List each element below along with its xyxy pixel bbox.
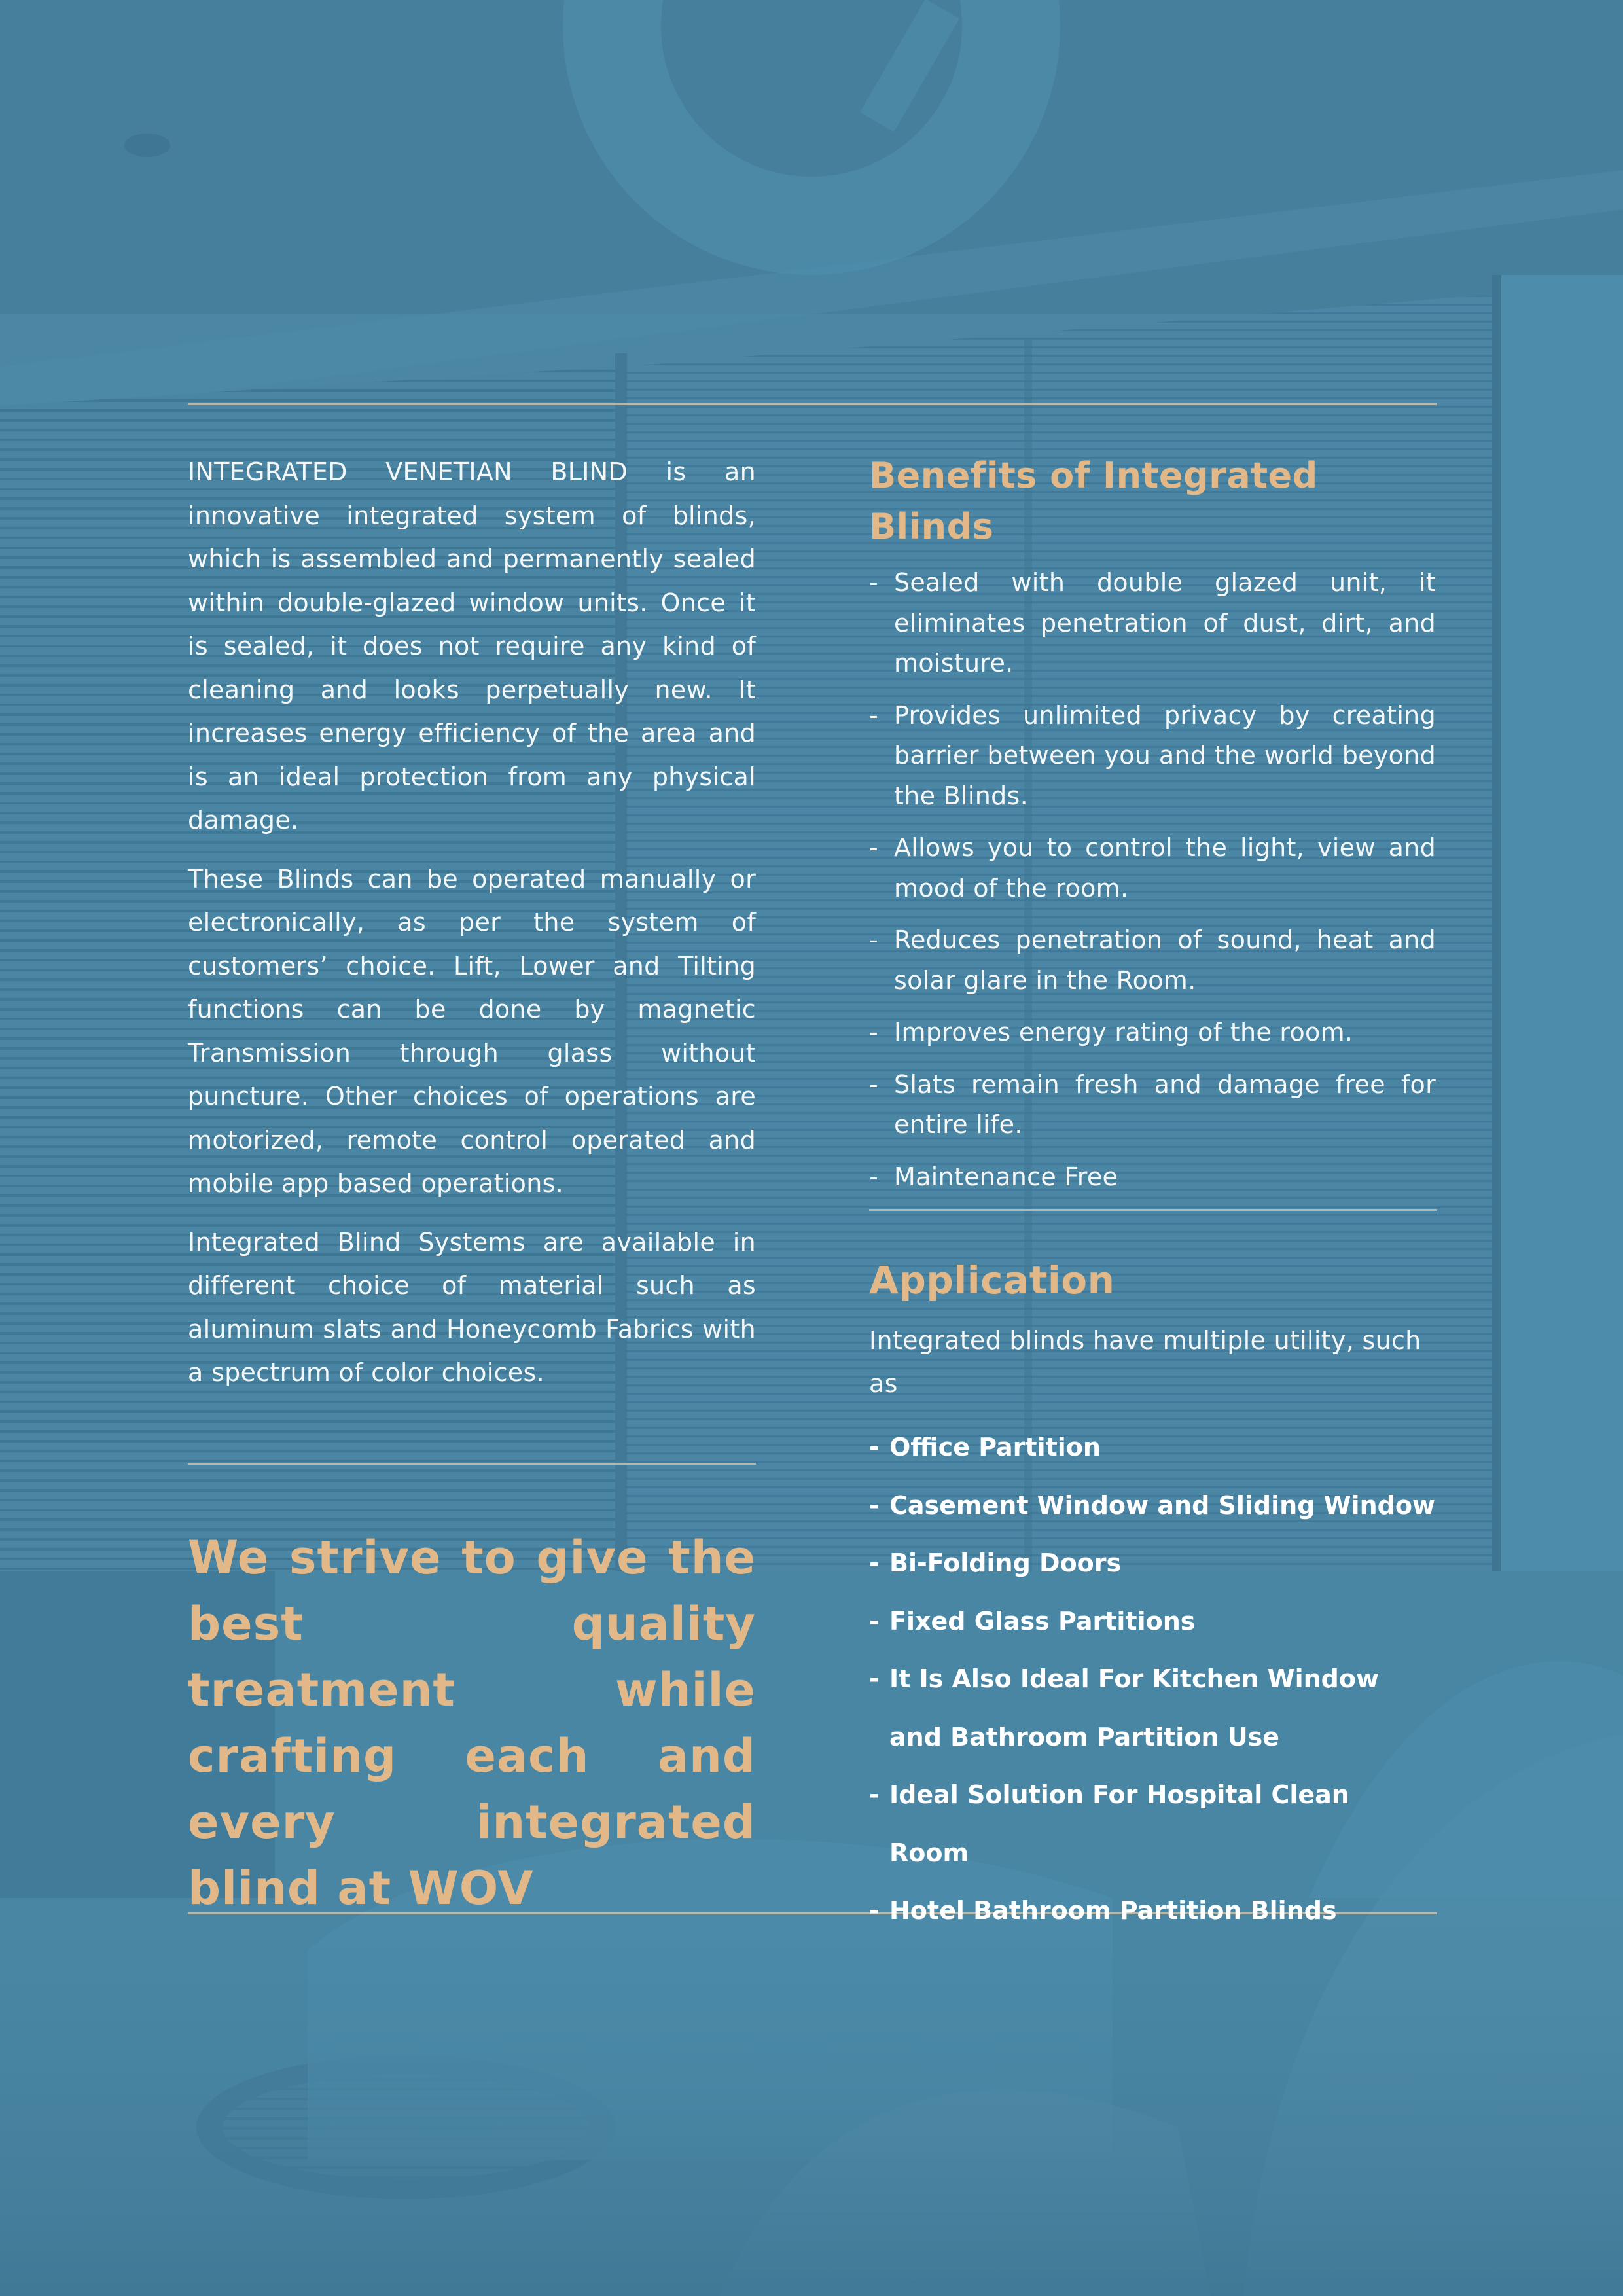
- benefit-text: Provides unlimited privacy by creating barrier between you and the world beyond the Blinds.: [894, 700, 1436, 810]
- bullet-dash: -: [869, 1069, 879, 1099]
- right-section-divider: [869, 1209, 1437, 1211]
- application-item: [869, 1418, 1436, 1477]
- bullet-dash: -: [869, 1780, 880, 1809]
- benefit-text: Maintenance Free: [894, 1162, 1118, 1191]
- application-text: It Is Also Ideal For Kitchen Window and Bathroom Partition Use: [889, 1664, 1380, 1751]
- bullet-dash: -: [869, 1664, 880, 1693]
- benefit-item: [869, 828, 1436, 908]
- application-item: [869, 1882, 1436, 1940]
- bullet-dash: -: [869, 1606, 880, 1636]
- intro-paragraph: INTEGRATED VENETIAN BLIND is an innovative integrated system of blinds, which is assembled and permanently sealed within double-glazed window units. Once it is sealed, it does not require any kind of cleaning and looks perpetually new. It increases energy efficiency of the area and is an ideal protection from any physical damage.: [188, 457, 756, 834]
- application-text: Ideal Solution For Hospital Clean Room: [889, 1780, 1349, 1867]
- intro-column: [188, 450, 756, 1410]
- benefits-section: [869, 450, 1436, 1209]
- benefit-item: [869, 696, 1436, 817]
- bullet-dash: -: [869, 1433, 880, 1462]
- benefit-item: [869, 1157, 1436, 1198]
- application-text: Hotel Bathroom Partition Blinds: [889, 1896, 1337, 1925]
- application-text: Fixed Glass Partitions: [889, 1606, 1196, 1636]
- benefit-text: Allows you to control the light, view and mood of the room.: [894, 833, 1436, 903]
- left-section-divider: [188, 1463, 756, 1465]
- benefit-item: [869, 920, 1436, 1001]
- benefit-text: Reduces penetration of sound, heat and solar glare in the Room.: [894, 925, 1436, 995]
- application-item: [869, 1534, 1436, 1592]
- top-divider: [188, 403, 1437, 405]
- bullet-dash: -: [869, 1896, 880, 1925]
- benefits-title: Benefits of Integrated Blinds: [869, 455, 1318, 547]
- bullet-dash: -: [869, 833, 879, 862]
- application-title: Application: [869, 1258, 1115, 1302]
- bullet-dash: -: [869, 1549, 880, 1577]
- application-item: [869, 1477, 1436, 1535]
- intro-paragraph: These Blinds can be operated manually or electronically, as per the system of customers’ choice. Lift, Lower and Tilting functions can be done by magnetic Transmission through glass without puncture. Other choices of operations are motorized, remote control operated and mobile app based operations.: [188, 864, 756, 1198]
- application-text: Office Partition: [889, 1433, 1101, 1462]
- application-text: Bi-Folding Doors: [889, 1549, 1122, 1577]
- application-intro: Integrated blinds have multiple utility, such as: [869, 1326, 1421, 1398]
- benefit-item: [869, 563, 1436, 684]
- bullet-dash: -: [869, 700, 879, 730]
- intro-paragraph: Integrated Blind Systems are available in different choice of material such as aluminum slats and Honeycomb Fabrics with a spectrum of color choices.: [188, 1227, 756, 1387]
- benefit-text: Sealed with double glazed unit, it eliminates penetration of dust, dirt, and moisture.: [894, 568, 1436, 677]
- benefit-text: Slats remain fresh and damage free for entire life.: [894, 1069, 1436, 1139]
- bullet-dash: -: [869, 568, 879, 597]
- bullet-dash: -: [869, 1490, 880, 1520]
- bullet-dash: -: [869, 1162, 879, 1191]
- benefit-text: Improves energy rating of the room.: [894, 1018, 1353, 1047]
- bullet-dash: -: [869, 1018, 879, 1047]
- benefit-item: [869, 1013, 1436, 1053]
- application-item: [869, 1650, 1436, 1766]
- bullet-dash: -: [869, 925, 879, 954]
- application-item: [869, 1592, 1436, 1651]
- application-section: [869, 1253, 1436, 1940]
- application-text: Casement Window and Sliding Window: [889, 1490, 1436, 1520]
- benefit-item: [869, 1065, 1436, 1145]
- tagline: We strive to give the best quality treatment while crafting each and every integrated blind at WOV: [188, 1531, 756, 1915]
- application-list: [869, 1418, 1436, 1940]
- benefits-list: [869, 563, 1436, 1197]
- application-item: [869, 1766, 1436, 1882]
